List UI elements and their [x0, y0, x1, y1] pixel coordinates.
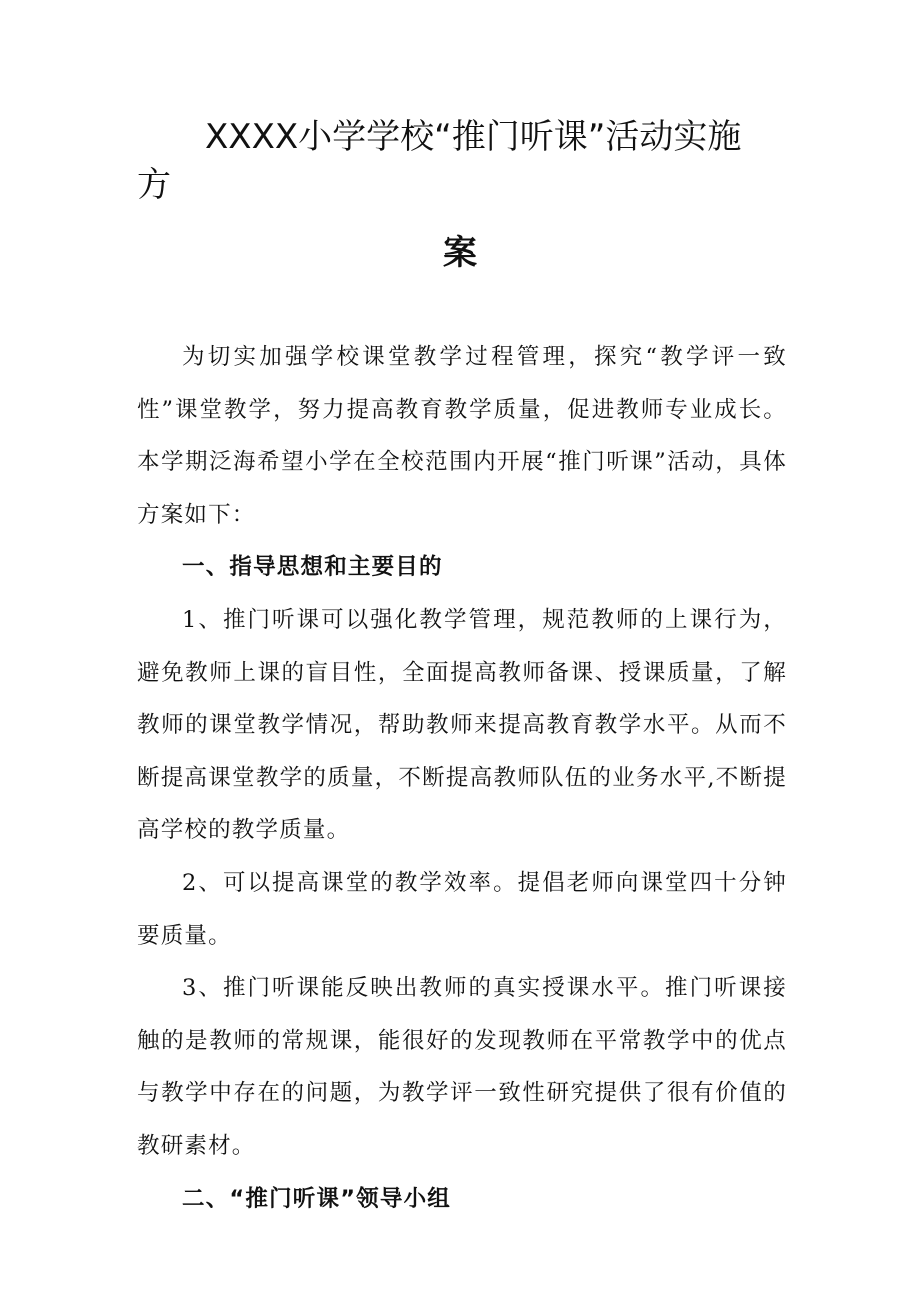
- section1-item-2: 2、可以提高课堂的教学效率。提倡老师向课堂四十分钟要质量。: [137, 869, 787, 949]
- document-title-line1: XXXX小学学校“推门听课”活动实施: [205, 117, 742, 157]
- document-title-line3: 案: [443, 233, 477, 273]
- section1-item-3: 3、推门听课能反映出教师的真实授课水平。推门听课接触的是教师的常规课，能很好的发现教师在平常教学中的优点与教学中存在的问题，为教学评一致性研究提供了很有价值的教研素材。: [137, 975, 787, 1159]
- section2-heading: 二、“推门听课”领导小组: [182, 1185, 451, 1212]
- document-body: [137, 331, 787, 1225]
- document-title-line2: 方: [137, 165, 171, 205]
- intro-paragraph: 为切实加强学校课堂教学过程管理，探究“教学评一致性”课堂教学，努力提高教育教学质量，促进教师专业成长。本学期泛海希望小学在全校范围内开展“推门听课”活动，具体方案如下：: [137, 344, 787, 528]
- section1-item-1: 1、推门听课可以强化教学管理，规范教师的上课行为，避免教师上课的盲目性，全面提高教师备课、授课质量，了解教师的课堂教学情况，帮助教师来提高教育教学水平。从而不断提高课堂教学的质量，不断提高教师队伍的业务水平,不断提高学校的教学质量。: [137, 606, 787, 844]
- section1-heading: 一、指导思想和主要目的: [182, 554, 443, 581]
